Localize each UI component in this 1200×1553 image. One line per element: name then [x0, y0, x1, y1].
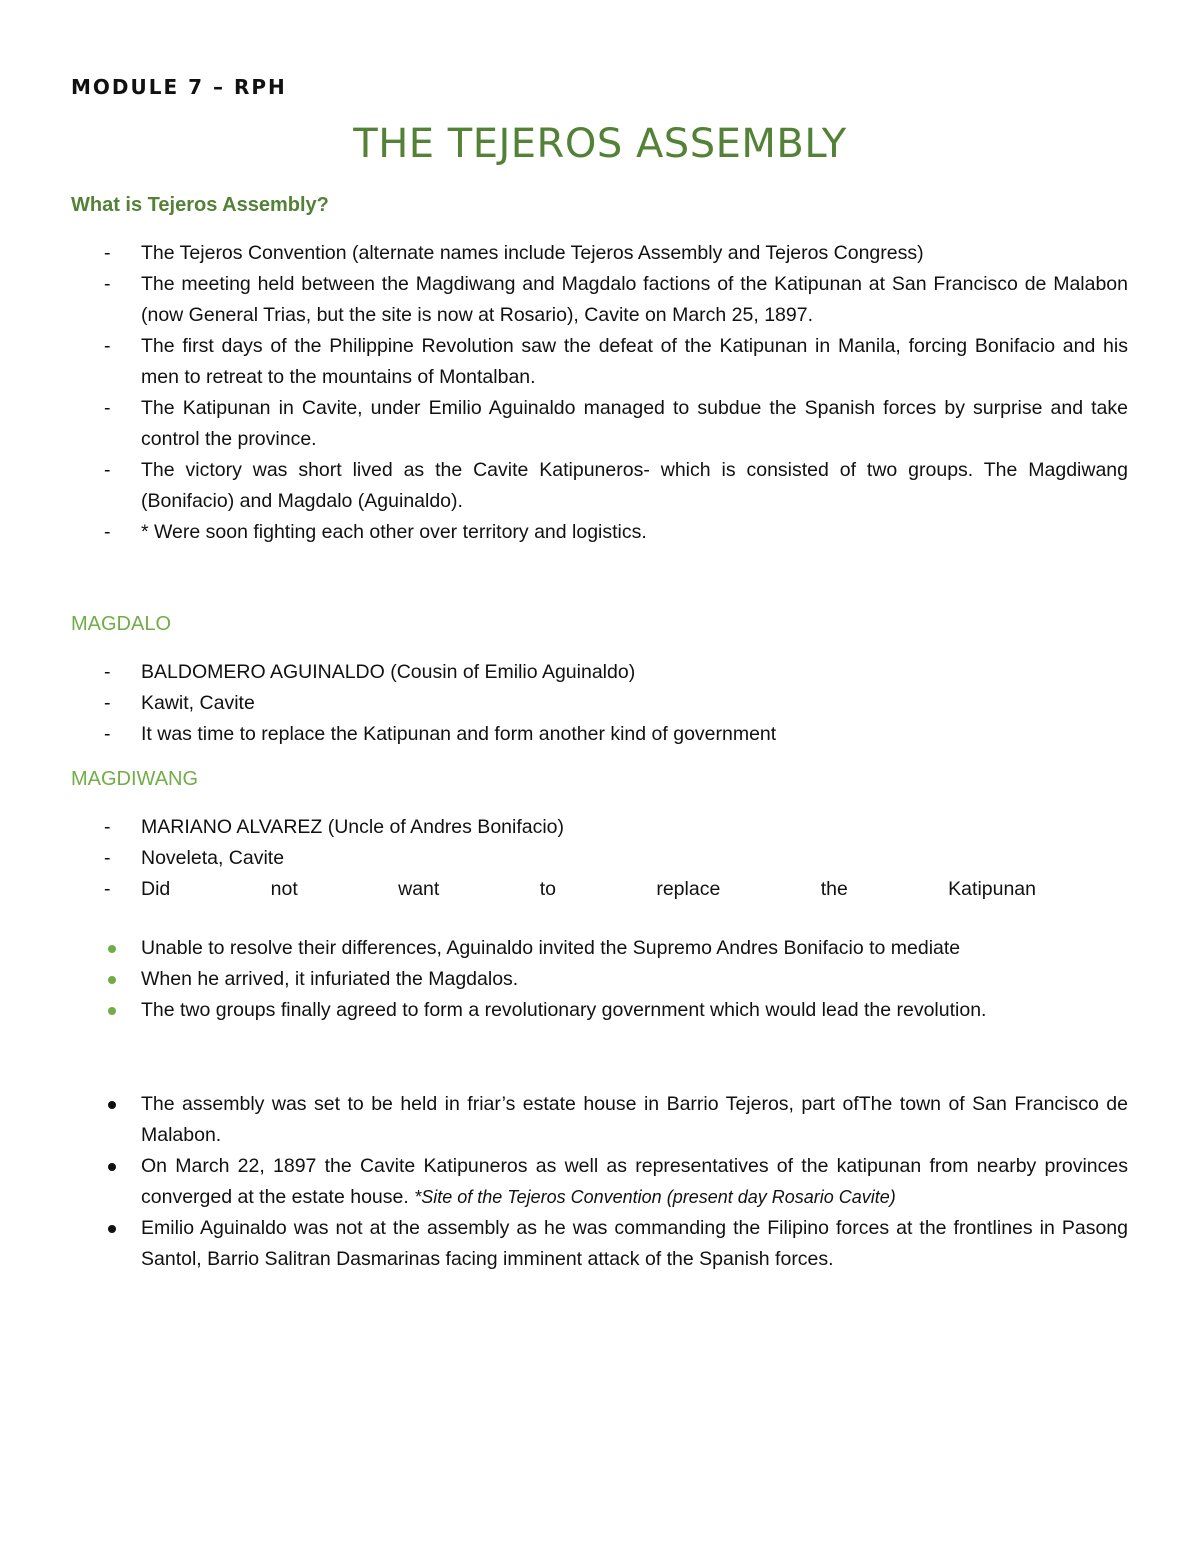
list-item: - MARIANO ALVAREZ (Uncle of Andres Bonifacio)	[0, 812, 1200, 843]
dash-marker	[104, 843, 124, 874]
list-item: - The meeting held between the Magdiwang and Magdalo factions of the Katipunan at San Francisco de Malabon (now General Trias, but the site is now at Rosario), Cavite on March 25, 1897.	[0, 269, 1200, 331]
page-title: THE TEJEROS ASSEMBLY	[353, 121, 847, 167]
dash-marker	[104, 269, 124, 300]
list-item: The two groups finally agreed to form a revolutionary government which would lead the revolution.	[141, 999, 987, 1021]
magdalo-list	[0, 657, 1200, 750]
what-list	[0, 238, 1200, 548]
dash-marker	[104, 393, 124, 424]
list-item: On March 22, 1897 the Cavite Katipuneros as well as representatives of the katipunan from nearby provinces converged at the estate house. *Site of the Tejeros Convention (present day Rosario Cavite)	[141, 1155, 1128, 1208]
dash-marker	[104, 874, 124, 905]
dash-marker	[104, 688, 124, 719]
magdiwang-list	[0, 812, 1200, 905]
dash-marker	[104, 517, 124, 548]
dash-marker	[104, 657, 124, 688]
list-item	[0, 874, 1200, 905]
list-item: When he arrived, it infuriated the Magdalos.	[141, 968, 519, 990]
list-item: - * Were soon fighting each other over territory and logistics.	[0, 517, 1200, 548]
list-item: The assembly was set to be held in friar’s estate house in Barrio Tejeros, part ofThe town of San Francisco de Malabon.	[141, 1093, 1128, 1146]
dash-marker	[104, 331, 124, 362]
black-bullet-list	[0, 1089, 1200, 1275]
dash-marker	[104, 719, 124, 750]
spread-line: Did not want to replace the Katipunan	[141, 878, 1036, 900]
list-item: - The Katipunan in Cavite, under Emilio Aguinaldo managed to subdue the Spanish forces by surprise and take control the province.	[0, 393, 1200, 455]
list-item: - The first days of the Philippine Revolution saw the defeat of the Katipunan in Manila, forcing Bonifacio and his men to retreat to the mountains of Montalban.	[0, 331, 1200, 393]
dash-marker	[104, 238, 124, 269]
module-title: MODULE 7 – RPH	[71, 75, 287, 99]
green-bullet-list	[0, 933, 1200, 1026]
dash-marker	[104, 455, 124, 486]
dash-marker	[104, 812, 124, 843]
list-item: - The Tejeros Convention (alternate names include Tejeros Assembly and Tejeros Congress)	[0, 238, 1200, 269]
list-item: - Noveleta, Cavite	[0, 843, 1200, 874]
list-item: Unable to resolve their differences, Aguinaldo invited the Supremo Andres Bonifacio to mediate	[141, 937, 961, 959]
list-item: - The victory was short lived as the Cavite Katipuneros- which is consisted of two groups. The Magdiwang (Bonifacio) and Magdalo (Aguinaldo).	[0, 455, 1200, 517]
list-item: - It was time to replace the Katipunan and form another kind of government	[0, 719, 1200, 750]
list-item: - BALDOMERO AGUINALDO (Cousin of Emilio Aguinaldo)	[0, 657, 1200, 688]
site-note: *Site of the Tejeros Convention (present day Rosario Cavite)	[414, 1187, 896, 1207]
list-item: Emilio Aguinaldo was not at the assembly as he was commanding the Filipino forces at the frontlines in Pasong Santol, Barrio Salitran Dasmarinas facing imminent attack of the Spanish forces.	[141, 1217, 1128, 1270]
section-heading-magdiwang: MAGDIWANG	[71, 768, 199, 790]
list-item: - Kawit, Cavite	[0, 688, 1200, 719]
section-heading-magdalo: MAGDALO	[71, 613, 172, 635]
section-heading-what: What is Tejeros Assembly?	[71, 194, 329, 216]
